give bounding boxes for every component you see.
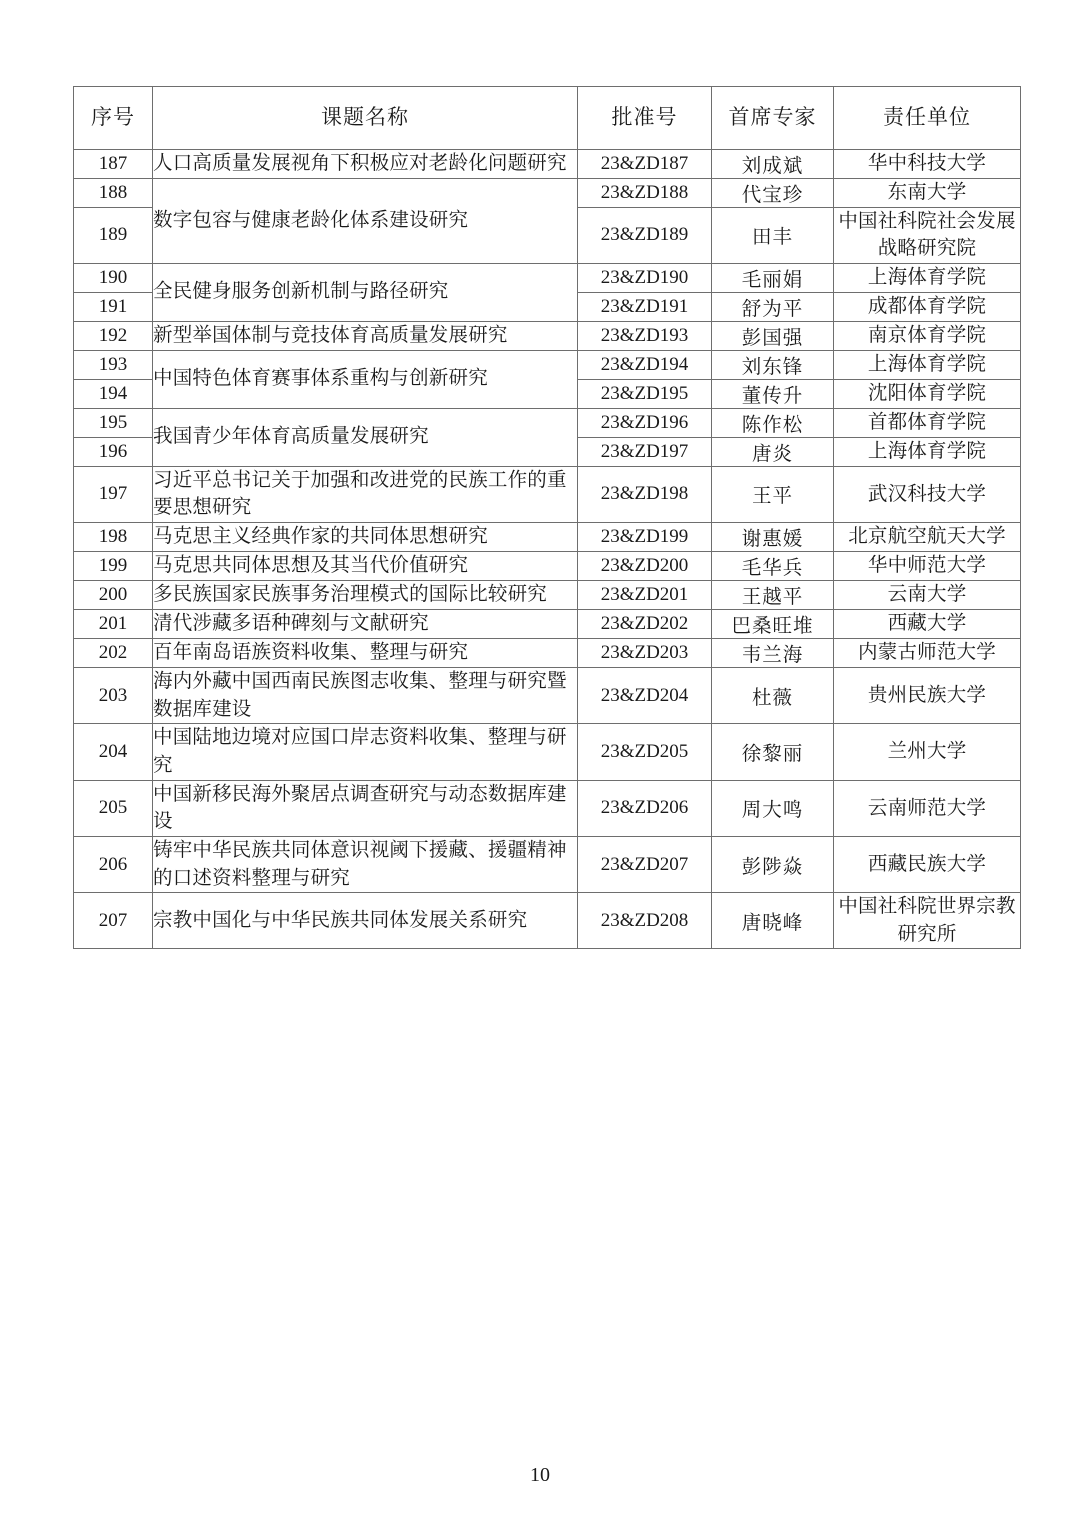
cell-sequence-number: 194 [74, 379, 153, 408]
cell-approval-number: 23&ZD194 [578, 350, 712, 379]
cell-chief-expert: 周大鸣 [712, 780, 834, 836]
cell-approval-number: 23&ZD203 [578, 638, 712, 667]
table-row [74, 667, 1021, 723]
cell-chief-expert: 舒为平 [712, 292, 834, 321]
cell-responsible-unit: 首都体育学院 [834, 408, 1021, 437]
cell-sequence-number: 207 [74, 893, 153, 949]
page-number: 10 [530, 1464, 550, 1486]
cell-responsible-unit: 武汉科技大学 [834, 466, 1021, 522]
cell-project-title: 宗教中国化与中华民族共同体发展关系研究 [153, 893, 578, 949]
cell-approval-number: 23&ZD191 [578, 292, 712, 321]
cell-approval-number: 23&ZD204 [578, 667, 712, 723]
table-body [74, 87, 1021, 949]
cell-responsible-unit: 西藏大学 [834, 609, 1021, 638]
cell-chief-expert: 董传升 [712, 379, 834, 408]
table-row [74, 893, 1021, 949]
cell-approval-number: 23&ZD200 [578, 551, 712, 580]
cell-sequence-number: 200 [74, 580, 153, 609]
table-row [74, 837, 1021, 893]
cell-approval-number: 23&ZD206 [578, 780, 712, 836]
projects-table [73, 86, 1021, 949]
cell-chief-expert: 彭国强 [712, 321, 834, 350]
cell-approval-number: 23&ZD189 [578, 208, 712, 264]
cell-approval-number: 23&ZD199 [578, 522, 712, 551]
cell-responsible-unit: 东南大学 [834, 179, 1021, 208]
cell-chief-expert: 唐炎 [712, 437, 834, 466]
cell-approval-number: 23&ZD195 [578, 379, 712, 408]
column-header-title: 课题名称 [153, 87, 578, 150]
cell-approval-number: 23&ZD188 [578, 179, 712, 208]
table-row [74, 179, 1021, 208]
cell-chief-expert: 刘东锋 [712, 350, 834, 379]
cell-chief-expert: 韦兰海 [712, 638, 834, 667]
cell-approval-number: 23&ZD207 [578, 837, 712, 893]
cell-approval-number: 23&ZD205 [578, 724, 712, 780]
cell-sequence-number: 193 [74, 350, 153, 379]
cell-approval-number: 23&ZD201 [578, 580, 712, 609]
cell-responsible-unit: 沈阳体育学院 [834, 379, 1021, 408]
cell-sequence-number: 206 [74, 837, 153, 893]
table-row [74, 551, 1021, 580]
table-row [74, 150, 1021, 179]
cell-approval-number: 23&ZD190 [578, 263, 712, 292]
table-row [74, 466, 1021, 522]
column-header-appr: 批准号 [578, 87, 712, 150]
table-header-row [74, 87, 1021, 150]
table-row [74, 350, 1021, 379]
cell-responsible-unit: 贵州民族大学 [834, 667, 1021, 723]
cell-approval-number: 23&ZD193 [578, 321, 712, 350]
cell-approval-number: 23&ZD198 [578, 466, 712, 522]
cell-sequence-number: 204 [74, 724, 153, 780]
cell-approval-number: 23&ZD208 [578, 893, 712, 949]
cell-responsible-unit: 北京航空航天大学 [834, 522, 1021, 551]
table-row [74, 724, 1021, 780]
table-row [74, 408, 1021, 437]
cell-project-title: 马克思主义经典作家的共同体思想研究 [153, 522, 578, 551]
cell-sequence-number: 195 [74, 408, 153, 437]
cell-project-title: 中国新移民海外聚居点调查研究与动态数据库建设 [153, 780, 578, 836]
cell-responsible-unit: 上海体育学院 [834, 263, 1021, 292]
cell-chief-expert: 杜薇 [712, 667, 834, 723]
cell-chief-expert: 毛丽娟 [712, 263, 834, 292]
column-header-seq: 序号 [74, 87, 153, 150]
cell-sequence-number: 192 [74, 321, 153, 350]
table-row [74, 263, 1021, 292]
column-header-unit: 责任单位 [834, 87, 1021, 150]
table-row [74, 609, 1021, 638]
cell-responsible-unit: 上海体育学院 [834, 437, 1021, 466]
cell-sequence-number: 199 [74, 551, 153, 580]
table-row [74, 580, 1021, 609]
cell-chief-expert: 王平 [712, 466, 834, 522]
cell-chief-expert: 陈作松 [712, 408, 834, 437]
cell-project-title: 多民族国家民族事务治理模式的国际比较研究 [153, 580, 578, 609]
cell-project-title: 清代涉藏多语种碑刻与文献研究 [153, 609, 578, 638]
cell-chief-expert: 毛华兵 [712, 551, 834, 580]
cell-chief-expert: 田丰 [712, 208, 834, 264]
table-row [74, 522, 1021, 551]
cell-responsible-unit: 西藏民族大学 [834, 837, 1021, 893]
cell-sequence-number: 197 [74, 466, 153, 522]
cell-responsible-unit: 华中科技大学 [834, 150, 1021, 179]
cell-responsible-unit: 中国社科院社会发展战略研究院 [834, 208, 1021, 264]
cell-sequence-number: 188 [74, 179, 153, 208]
cell-responsible-unit: 成都体育学院 [834, 292, 1021, 321]
cell-project-title: 中国陆地边境对应国口岸志资料收集、整理与研究 [153, 724, 578, 780]
cell-project-title: 我国青少年体育高质量发展研究 [153, 408, 578, 466]
cell-approval-number: 23&ZD202 [578, 609, 712, 638]
cell-responsible-unit: 中国社科院世界宗教研究所 [834, 893, 1021, 949]
cell-approval-number: 23&ZD196 [578, 408, 712, 437]
cell-project-title: 人口高质量发展视角下积极应对老龄化问题研究 [153, 150, 578, 179]
table-row [74, 780, 1021, 836]
cell-sequence-number: 189 [74, 208, 153, 264]
cell-sequence-number: 198 [74, 522, 153, 551]
cell-responsible-unit: 兰州大学 [834, 724, 1021, 780]
cell-project-title: 马克思共同体思想及其当代价值研究 [153, 551, 578, 580]
table-row [74, 321, 1021, 350]
cell-sequence-number: 205 [74, 780, 153, 836]
cell-responsible-unit: 南京体育学院 [834, 321, 1021, 350]
cell-chief-expert: 代宝珍 [712, 179, 834, 208]
cell-chief-expert: 巴桑旺堆 [712, 609, 834, 638]
cell-project-title: 海内外藏中国西南民族图志收集、整理与研究暨数据库建设 [153, 667, 578, 723]
cell-approval-number: 23&ZD187 [578, 150, 712, 179]
cell-approval-number: 23&ZD197 [578, 437, 712, 466]
cell-responsible-unit: 内蒙古师范大学 [834, 638, 1021, 667]
cell-responsible-unit: 华中师范大学 [834, 551, 1021, 580]
cell-project-title: 数字包容与健康老龄化体系建设研究 [153, 179, 578, 264]
cell-sequence-number: 191 [74, 292, 153, 321]
table-row [74, 638, 1021, 667]
cell-project-title: 中国特色体育赛事体系重构与创新研究 [153, 350, 578, 408]
projects-table-container [73, 86, 1020, 949]
cell-project-title: 全民健身服务创新机制与路径研究 [153, 263, 578, 321]
cell-sequence-number: 202 [74, 638, 153, 667]
cell-chief-expert: 徐黎丽 [712, 724, 834, 780]
cell-project-title: 习近平总书记关于加强和改进党的民族工作的重要思想研究 [153, 466, 578, 522]
cell-responsible-unit: 上海体育学院 [834, 350, 1021, 379]
cell-chief-expert: 彭陟焱 [712, 837, 834, 893]
cell-sequence-number: 201 [74, 609, 153, 638]
cell-project-title: 新型举国体制与竞技体育高质量发展研究 [153, 321, 578, 350]
cell-chief-expert: 谢惠媛 [712, 522, 834, 551]
cell-sequence-number: 203 [74, 667, 153, 723]
cell-project-title: 铸牢中华民族共同体意识视阈下援藏、援疆精神的口述资料整理与研究 [153, 837, 578, 893]
cell-sequence-number: 196 [74, 437, 153, 466]
cell-responsible-unit: 云南师范大学 [834, 780, 1021, 836]
column-header-expert: 首席专家 [712, 87, 834, 150]
cell-project-title: 百年南岛语族资料收集、整理与研究 [153, 638, 578, 667]
cell-chief-expert: 刘成斌 [712, 150, 834, 179]
cell-chief-expert: 王越平 [712, 580, 834, 609]
cell-sequence-number: 190 [74, 263, 153, 292]
cell-sequence-number: 187 [74, 150, 153, 179]
cell-responsible-unit: 云南大学 [834, 580, 1021, 609]
cell-chief-expert: 唐晓峰 [712, 893, 834, 949]
